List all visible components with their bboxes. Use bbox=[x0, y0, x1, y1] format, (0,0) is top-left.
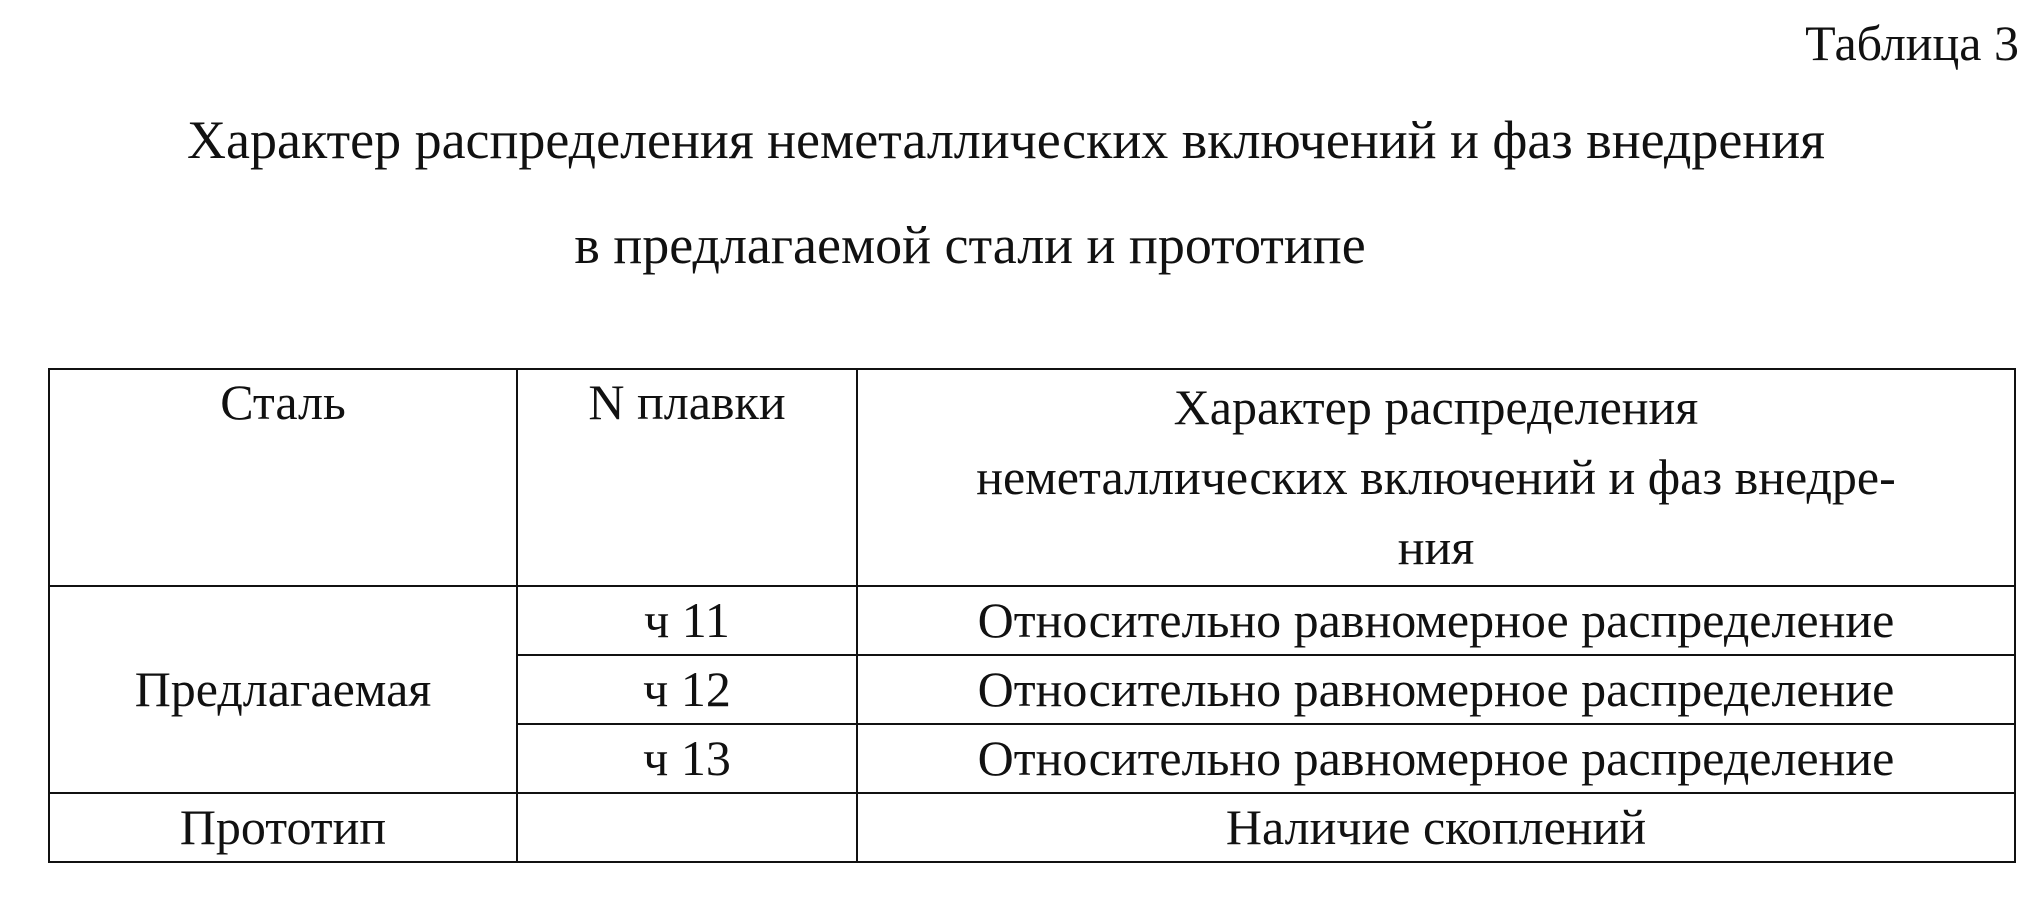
cell-heat bbox=[517, 586, 857, 655]
cell-distribution bbox=[857, 586, 2015, 655]
table-title-line-2: в предлагаемой стали и прототипе bbox=[574, 215, 1366, 275]
cell-distribution bbox=[857, 655, 2015, 724]
cell-distribution bbox=[857, 724, 2015, 793]
steel-proposed-label: Предлагаемая bbox=[134, 661, 432, 717]
header-distribution-line-3: ния bbox=[1397, 519, 1475, 575]
header-distribution-line-1: Характер распределения bbox=[1173, 379, 1699, 435]
inclusions-distribution-table bbox=[48, 368, 2016, 863]
table-header-row bbox=[49, 369, 2015, 586]
cell-heat bbox=[517, 724, 857, 793]
table-number: Таблица 3 bbox=[1805, 15, 2019, 71]
distribution-value: Относительно равномерное распределение bbox=[977, 592, 1895, 648]
cell-distribution bbox=[857, 793, 2015, 862]
steel-prototype-label: Прототип bbox=[179, 799, 387, 855]
cell-heat bbox=[517, 793, 857, 862]
cell-steel-prototype bbox=[49, 793, 517, 862]
header-steel bbox=[49, 369, 517, 586]
heat-value: ч 12 bbox=[643, 661, 731, 717]
table-row bbox=[49, 793, 2015, 862]
header-distribution bbox=[857, 369, 2015, 586]
cell-steel-proposed bbox=[49, 586, 517, 793]
header-distribution-line-2: неметаллических включений и фаз внедре- bbox=[976, 449, 1896, 505]
header-heat-number-label: N плавки bbox=[588, 374, 786, 430]
distribution-value: Относительно равномерное распределение bbox=[977, 730, 1895, 786]
heat-value: ч 11 bbox=[644, 592, 730, 648]
cell-heat bbox=[517, 655, 857, 724]
header-heat-number bbox=[517, 369, 857, 586]
distribution-value: Наличие скоплений bbox=[1225, 799, 1647, 855]
distribution-value: Относительно равномерное распределение bbox=[977, 661, 1895, 717]
table-row bbox=[49, 586, 2015, 655]
table-title-line-1: Характер распределения неметаллических включений и фаз внедрения bbox=[187, 110, 1825, 170]
heat-value: ч 13 bbox=[643, 730, 731, 786]
header-steel-label: Сталь bbox=[220, 374, 346, 430]
